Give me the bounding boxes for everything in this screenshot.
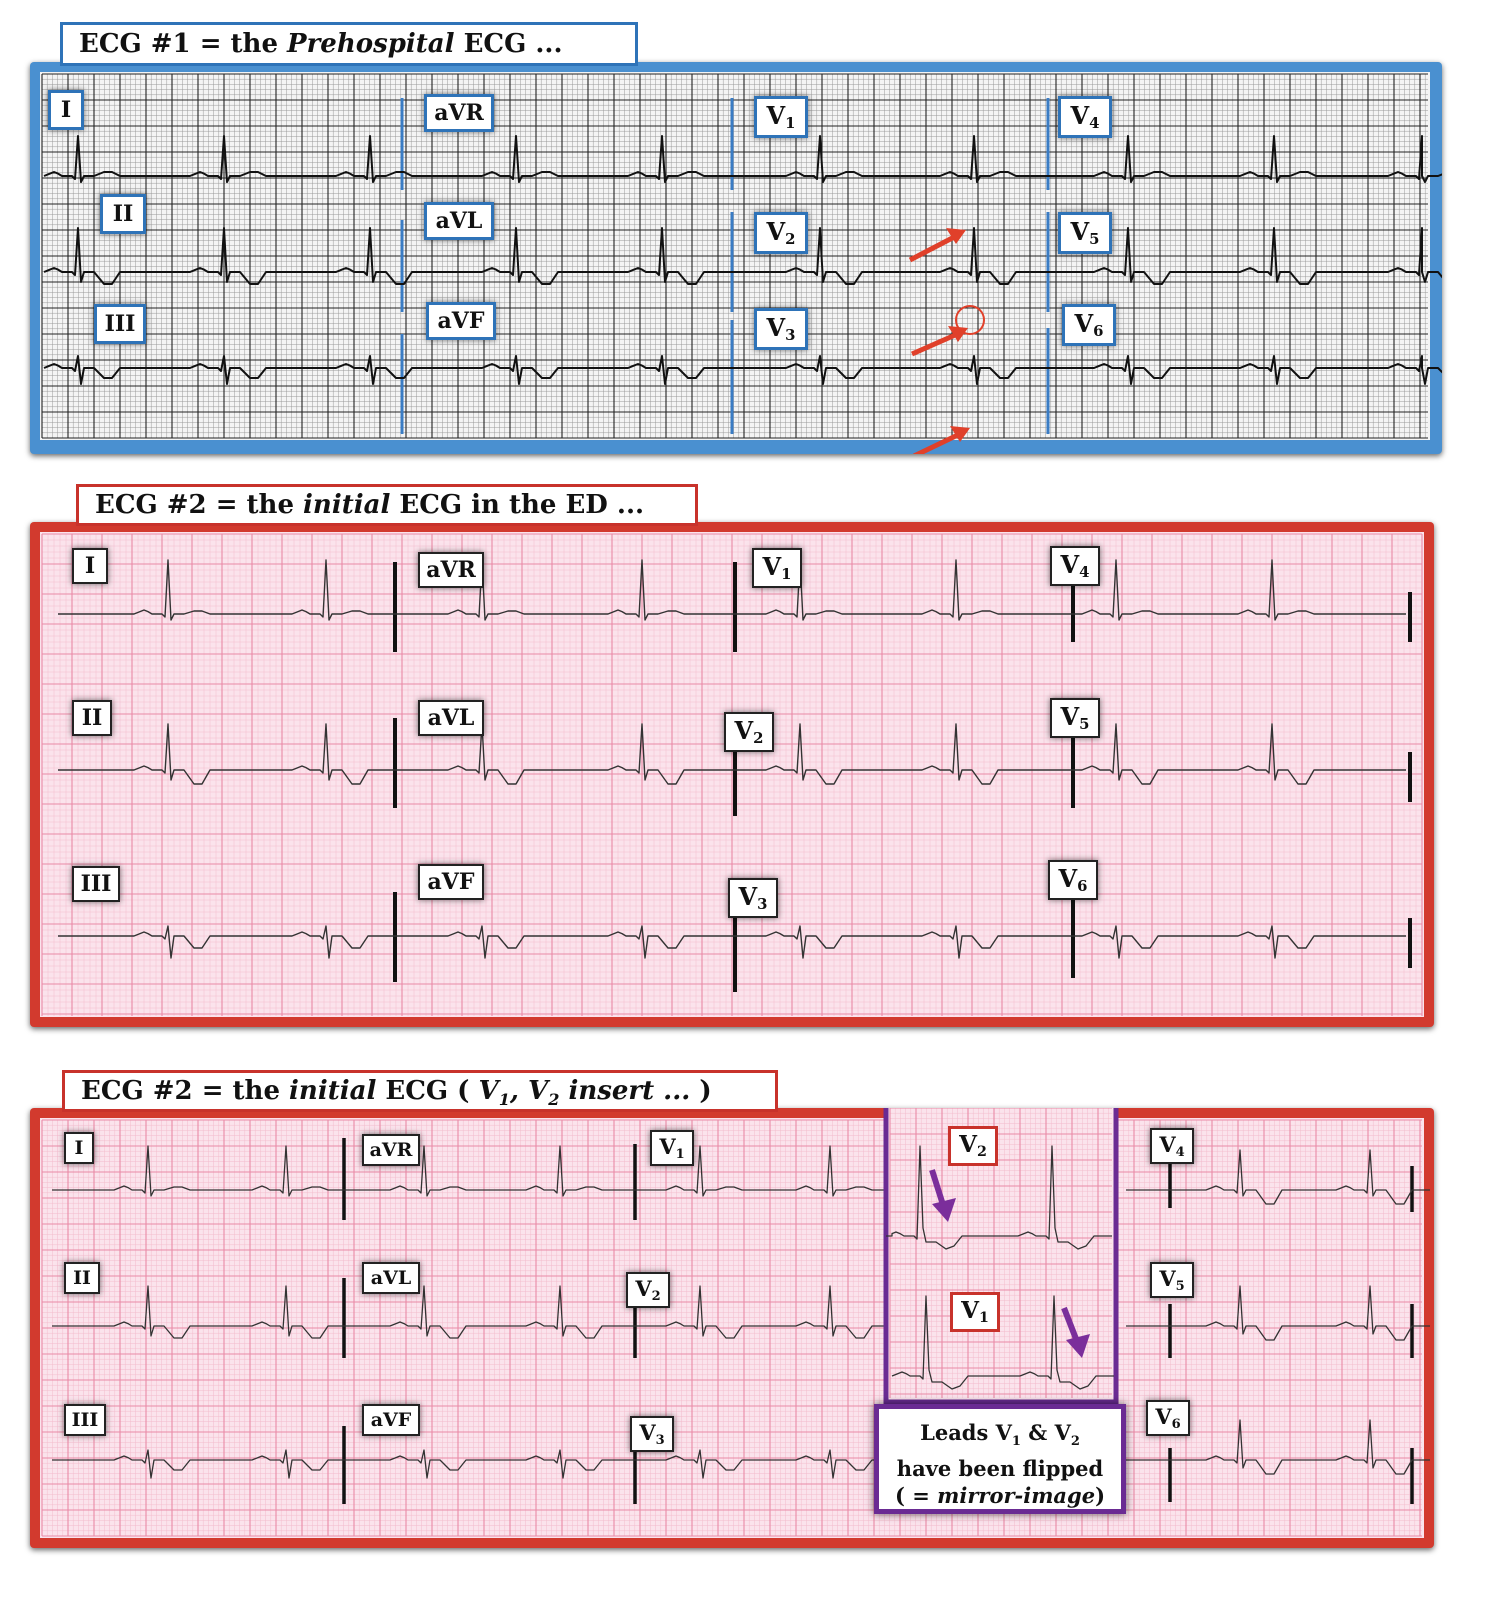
ecg1-lead-V4-label: $V_4$ — [1058, 96, 1112, 138]
ecg3-title: ECG #2 = the initial ECG ( $V_1$, $V_2$ insert ... ) — [62, 1070, 778, 1112]
ecg2-lead-aVF-label: aVF — [418, 864, 484, 900]
ecg2-title: ECG #2 = the initial ECG in the ED ... — [76, 484, 698, 526]
ecg3-lead-III-label: III — [64, 1404, 106, 1436]
ecg3-panel — [30, 1108, 1434, 1548]
ecg2-lead-V3-label: $V_3$ — [728, 878, 778, 918]
ecg2-lead-I-label: I — [72, 548, 108, 584]
note-line-2: have been flipped — [896, 1456, 1104, 1482]
ecg1-tracing — [30, 62, 1442, 454]
ecg1-lead-aVR-label: aVR — [424, 94, 494, 132]
ecg3-lead-aVR-label: aVR — [362, 1134, 420, 1166]
ecg3-lead-aVF-label: aVF — [362, 1404, 420, 1436]
note-line-1: Leads $V_1$ & $V_2$ — [920, 1420, 1080, 1450]
ecg1-lead-V6-label: $V_6$ — [1062, 304, 1116, 346]
ecg3-lead-II-label: II — [64, 1262, 100, 1294]
ecg1-lead-aVL-label: aVL — [424, 202, 494, 240]
ecg3-lead-V3-label: $V_3$ — [630, 1416, 674, 1452]
ecg2-lead-V5-label: $V_5$ — [1050, 698, 1100, 738]
ecg2-lead-V2-label: $V_2$ — [724, 712, 774, 752]
ecg1-lead-V1-label: $V_1$ — [754, 96, 808, 138]
ecg1-lead-III-label: III — [94, 304, 146, 344]
ecg3-lead-V6-label: $V_6$ — [1146, 1400, 1190, 1436]
ecg1-lead-V3-label: $V_3$ — [754, 308, 808, 350]
ecg1-lead-II-label: II — [100, 194, 146, 234]
ecg3-lead-V2-label: $V_2$ — [626, 1272, 670, 1308]
ecg1-lead-V5-label: $V_5$ — [1058, 212, 1112, 254]
ecg2-lead-II-label: II — [72, 700, 112, 736]
flipped-leads-note — [874, 1404, 1126, 1514]
ecg2-panel — [30, 522, 1434, 1027]
ecg3-lead-V1-label: $V_1$ — [650, 1130, 694, 1166]
ecg2-lead-V1-label: $V_1$ — [752, 548, 802, 588]
ecg1-panel — [30, 62, 1442, 454]
ecg1-lead-I-label: I — [48, 90, 84, 130]
insert-lead-V1-label: $V_1$ — [950, 1292, 1000, 1332]
ecg3-lead-aVL-label: aVL — [362, 1262, 420, 1294]
insert-lead-V2-label: $V_2$ — [948, 1126, 998, 1166]
note-line-3: ( = mirror-image) — [894, 1483, 1106, 1509]
ecg1-lead-aVF-label: aVF — [426, 302, 496, 340]
ecg2-lead-III-label: III — [72, 866, 120, 902]
ecg1-title: ECG #1 = the Prehospital ECG ... — [60, 22, 638, 66]
ecg3-lead-I-label: I — [64, 1132, 94, 1164]
ecg2-lead-V4-label: $V_4$ — [1050, 546, 1100, 586]
ecg3-lead-V4-label: $V_4$ — [1150, 1128, 1194, 1164]
ecg3-tracing — [30, 1108, 1434, 1548]
ecg2-lead-aVL-label: aVL — [418, 700, 484, 736]
ecg2-tracing — [30, 522, 1434, 1027]
ecg3-grid — [42, 1120, 1422, 1536]
ecg3-lead-V5-label: $V_5$ — [1150, 1262, 1194, 1298]
ecg2-lead-V6-label: $V_6$ — [1048, 860, 1098, 900]
ecg2-lead-aVR-label: aVR — [418, 552, 484, 588]
ecg1-lead-V2-label: $V_2$ — [754, 212, 808, 254]
